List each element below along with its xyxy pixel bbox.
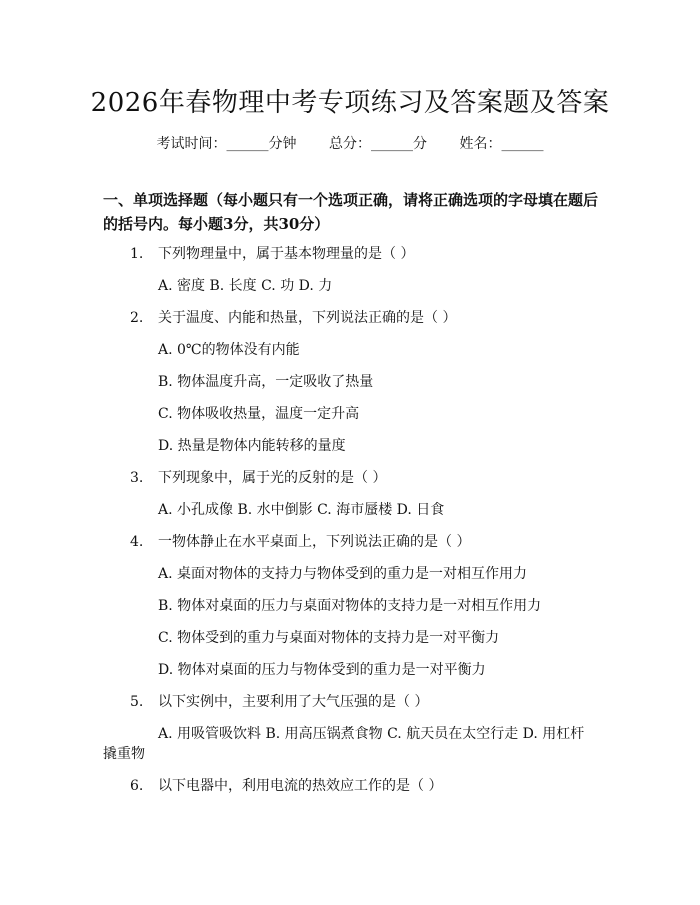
question-5-options-continued: 撬重物	[103, 746, 145, 762]
option-a: A. 桌面对物体的支持力与物体受到的重力是一对相互作用力	[158, 566, 528, 582]
option-b: B. 物体温度升高，一定吸收了热量	[158, 374, 374, 390]
option-d: D. 热量是物体内能转移的量度	[158, 438, 346, 454]
question-number: 1.	[130, 246, 144, 262]
question-text: 下列物理量中，属于基本物理量的是（ ）	[158, 246, 415, 262]
question-number: 5.	[130, 694, 144, 710]
option-d: D. 物体对桌面的压力与物体受到的重力是一对平衡力	[158, 662, 486, 678]
question-number: 6.	[130, 778, 144, 794]
question-number: 2.	[130, 310, 144, 326]
exam-meta	[0, 133, 700, 153]
option-c: C. 物体吸收热量，温度一定升高	[158, 406, 360, 422]
exam-score: 总分：______分	[329, 136, 427, 152]
question-number: 3.	[130, 470, 144, 486]
question-text: 以下实例中，主要利用了大气压强的是（ ）	[158, 694, 429, 710]
exam-time: 考试时间：______分钟	[156, 136, 297, 152]
question-5-options: A. 用吸管吸饮料 B. 用高压锅煮食物 C. 航天员在太空行走 D. 用杠杆	[158, 726, 585, 742]
question-3-options: A. 小孔成像 B. 水中倒影 C. 海市蜃楼 D. 日食	[158, 502, 445, 518]
option-b: B. 物体对桌面的压力与桌面对物体的支持力是一对相互作用力	[158, 598, 542, 614]
question-3	[130, 468, 386, 488]
question-number: 4.	[130, 534, 144, 550]
page-title: 2026年春物理中考专项练习及答案题及答案	[90, 88, 610, 118]
question-text: 以下电器中，利用电流的热效应工作的是（ ）	[158, 778, 443, 794]
student-name: 姓名：______	[459, 136, 544, 152]
option-c: C. 物体受到的重力与桌面对物体的支持力是一对平衡力	[158, 630, 500, 646]
question-6	[130, 776, 442, 796]
section-heading: 一、单项选择题（每小题只有一个选项正确，请将正确选项的字母填在题后的括号内。每小题3分，共30分）	[103, 191, 599, 233]
question-4	[130, 532, 470, 552]
question-text: 一物体静止在水平桌面上，下列说法正确的是（ ）	[158, 534, 471, 550]
question-2	[130, 308, 456, 328]
option-a: A. 0℃的物体没有内能	[158, 342, 300, 358]
question-1-options: A. 密度 B. 长度 C. 功 D. 力	[158, 278, 333, 294]
question-text: 下列现象中，属于光的反射的是（ ）	[158, 470, 387, 486]
question-5	[130, 692, 428, 712]
question-1	[130, 244, 414, 264]
question-text: 关于温度、内能和热量，下列说法正确的是（ ）	[158, 310, 457, 326]
